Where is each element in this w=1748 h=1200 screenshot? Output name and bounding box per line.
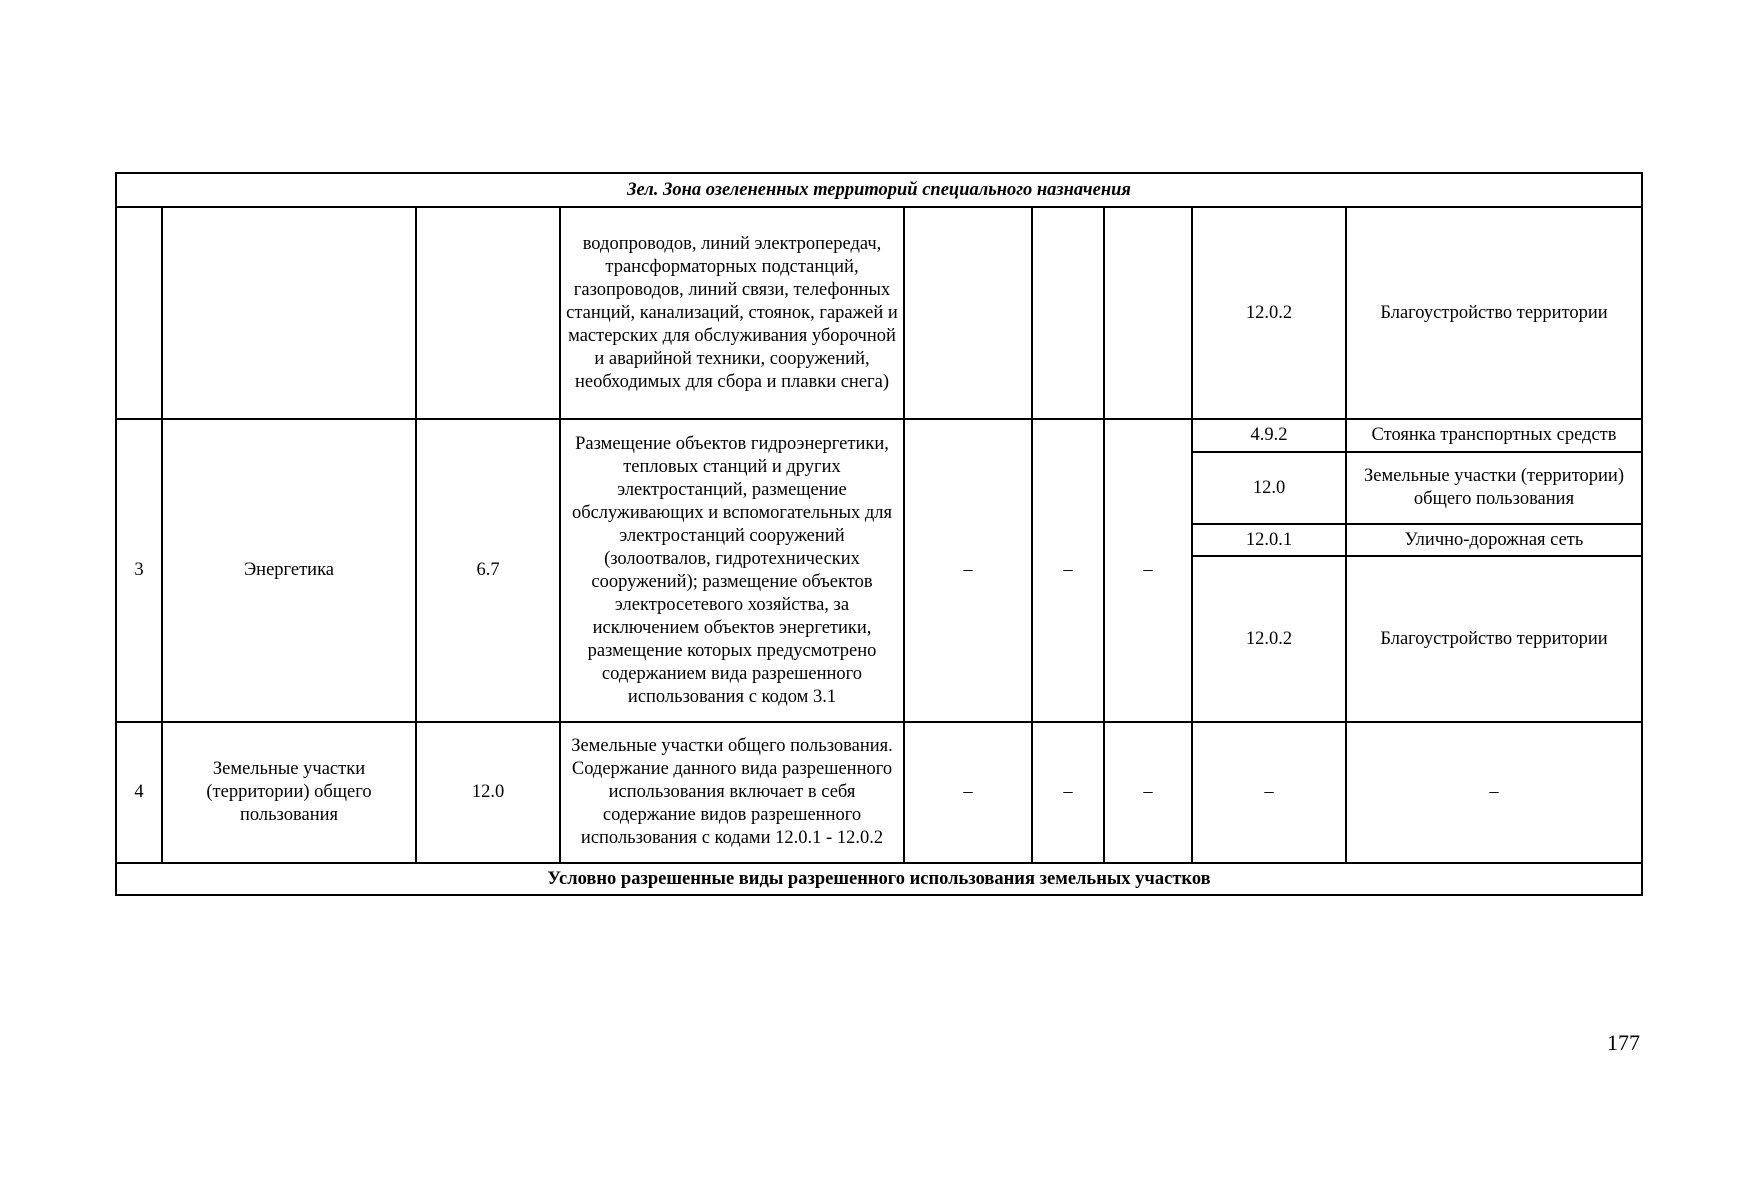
row-3-sub-code-3: 12.0.1	[1192, 524, 1346, 556]
row-3-code: 6.7	[416, 419, 560, 722]
row-4-sub-name: –	[1346, 722, 1642, 863]
row-4-param-3: –	[1104, 722, 1192, 863]
continued-number-cell	[116, 207, 162, 419]
zone-title: Зел. Зона озелененных территорий специального назначения	[116, 173, 1642, 207]
row-3-param-1: –	[904, 419, 1032, 722]
row-3-sub-code-2: 12.0	[1192, 452, 1346, 524]
row-3-param-2: –	[1032, 419, 1104, 722]
row-4-name: Земельные участки (территории) общего пользования	[162, 722, 416, 863]
continued-name-cell	[162, 207, 416, 419]
row-4-description: Земельные участки общего пользования. Содержание данного вида разрешенного использования включает в себя содержание видов разрешенного использования с кодами 12.0.1 - 12.0.2	[560, 722, 904, 863]
row-3-description: Размещение объектов гидроэнергетики, тепловых станций и других электростанций, размещение обслуживающих и вспомогательных для электростанций сооружений (золоотвалов, гидротехнических сооружений); размещение объектов электросетевого хозяйства, за исключением объектов энергетики, размещение которых предусмотрено содержанием вида разрешенного использования с кодом 3.1	[560, 419, 904, 722]
row-4-number: 4	[116, 722, 162, 863]
row-3-sub-name-3: Улично-дорожная сеть	[1346, 524, 1642, 556]
row-4-sub-code: –	[1192, 722, 1346, 863]
continued-description: водопроводов, линий электропередач, трансформаторных подстанций, газопроводов, линий связи, телефонных станций, канализаций, стоянок, гаражей и мастерских для обслуживания уборочной и аварийной техники, сооружений, необходимых для сбора и плавки снега)	[560, 207, 904, 419]
continued-sub-name: Благоустройство территории	[1346, 207, 1642, 419]
row-4-param-2: –	[1032, 722, 1104, 863]
continued-param-2	[1032, 207, 1104, 419]
row-3-sub-code-4: 12.0.2	[1192, 556, 1346, 722]
continued-param-3	[1104, 207, 1192, 419]
row-3-sub-name-2: Земельные участки (территории) общего пользования	[1346, 452, 1642, 524]
continued-code-cell	[416, 207, 560, 419]
row-3-sub-name-1: Стоянка транспортных средств	[1346, 419, 1642, 452]
page-number: 177	[1607, 1030, 1640, 1055]
zone-regulations-table	[115, 172, 1643, 896]
conditional-uses-heading: Условно разрешенные виды разрешенного использования земельных участков	[116, 863, 1642, 895]
row-3-number: 3	[116, 419, 162, 722]
row-3-param-3: –	[1104, 419, 1192, 722]
row-3-name: Энергетика	[162, 419, 416, 722]
continued-sub-code: 12.0.2	[1192, 207, 1346, 419]
row-4-code: 12.0	[416, 722, 560, 863]
continued-param-1	[904, 207, 1032, 419]
row-3-sub-code-1: 4.9.2	[1192, 419, 1346, 452]
row-4-param-1: –	[904, 722, 1032, 863]
row-3-sub-name-4: Благоустройство территории	[1346, 556, 1642, 722]
